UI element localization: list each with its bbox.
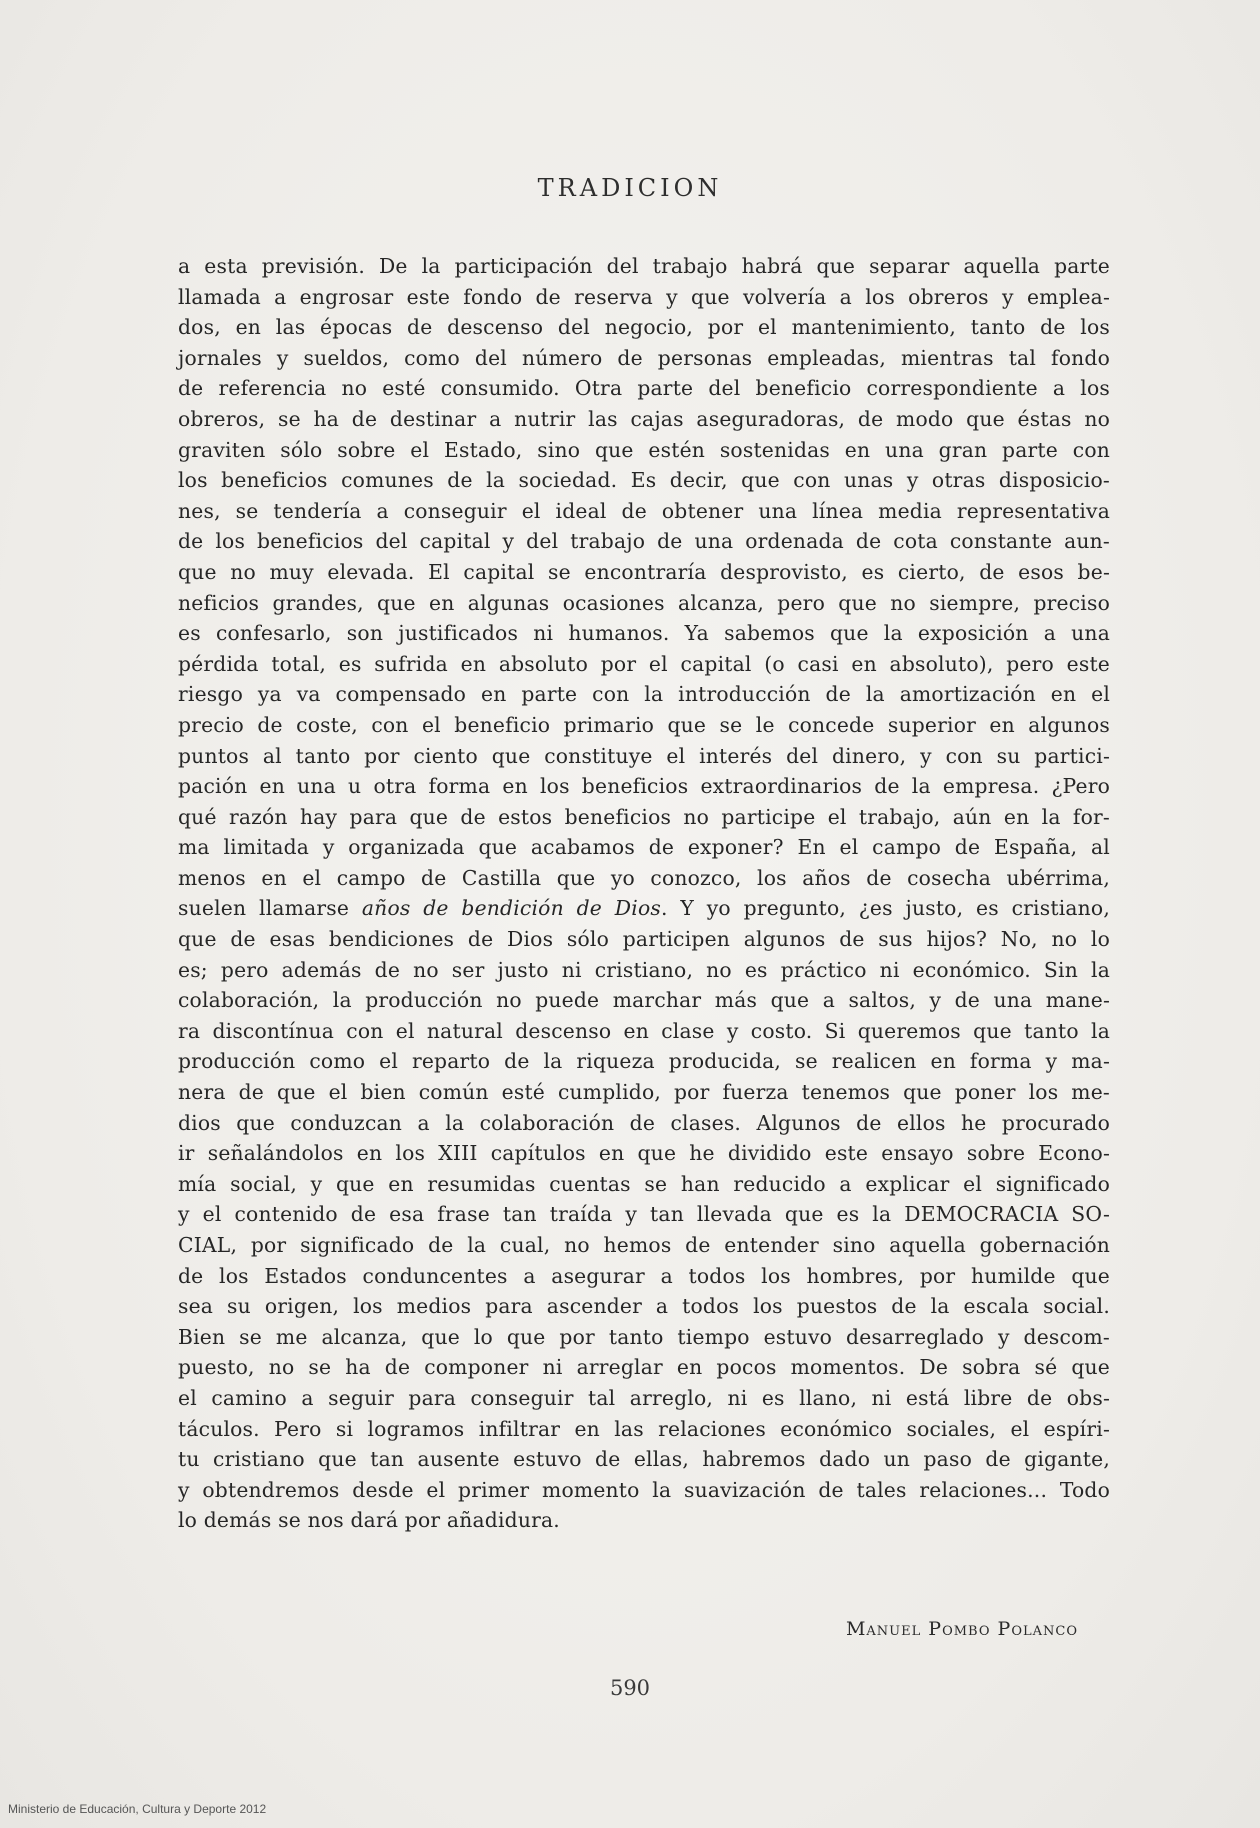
text-segment: ir señalándolos en los XIII capítulos en que he dividido este ensayo sobre Econo- <box>178 1141 1110 1166</box>
text-segment: nera de que el bien común esté cumplido, por fuerza tenemos que poner los me- <box>178 1080 1110 1105</box>
text-line <box>178 1291 1110 1322</box>
text-segment: a esta previsión. De la participación del trabajo habrá que separar aquella parte <box>178 254 1110 278</box>
text-segment: es; pero además de no ser justo ni cristiano, no es práctico ni económico. Sin la <box>178 957 1110 982</box>
text-line <box>178 741 1110 772</box>
text-segment: sea su origen, los medios para ascender a todos los puestos de la escala social. <box>178 1294 1110 1319</box>
text-line <box>178 435 1110 466</box>
text-line <box>178 771 1110 802</box>
text-line <box>178 312 1110 343</box>
text-segment: tu cristiano que tan ausente estuvo de ellas, habremos dado un paso de gigante, <box>178 1447 1110 1472</box>
text-line <box>178 588 1110 619</box>
text-line <box>178 955 1110 986</box>
text-segment: producción como el reparto de la riqueza producida, se realicen en forma y ma- <box>178 1049 1110 1074</box>
text-line <box>178 832 1110 863</box>
text-line <box>178 1475 1110 1506</box>
text-line <box>178 1414 1110 1445</box>
text-segment: es confesarlo, son justificados ni humanos. Ya sabemos que la exposición a una <box>178 621 1110 646</box>
text-line <box>178 404 1110 435</box>
page-number: 590 <box>609 1676 651 1700</box>
text-line <box>178 863 1110 894</box>
text-line <box>178 1016 1110 1047</box>
text-segment: jornales y sueldos, como del número de personas empleadas, mientras tal fondo <box>178 345 1110 370</box>
text-line <box>178 373 1110 404</box>
text-segment: suelen llamarse <box>178 896 362 921</box>
text-line <box>178 802 1110 833</box>
text-line <box>178 1444 1110 1475</box>
text-segment: que de esas bendiciones de Dios sólo participen algunos de sus hijos? No, no lo <box>178 927 1110 952</box>
text-line <box>178 924 1110 955</box>
text-segment: puntos al tanto por ciento que constituye el interés del dinero, y con su partici- <box>178 743 1110 768</box>
text-segment: . Y yo pregunto, ¿es justo, es cristiano, <box>660 896 1110 921</box>
text-line <box>178 1383 1110 1414</box>
text-segment: que no muy elevada. El capital se encontraría desprovisto, es cierto, de esos be- <box>178 559 1110 584</box>
text-segment: táculos. Pero si logramos infiltrar en las relaciones económico sociales, el espíri- <box>178 1416 1110 1441</box>
text-line <box>178 282 1110 313</box>
text-segment: neficios grandes, que en algunas ocasiones alcanza, pero que no siempre, preciso <box>178 590 1110 615</box>
text-segment: de referencia no esté consumido. Otra parte del beneficio correspondiente a los <box>178 376 1110 401</box>
text-segment: qué razón hay para que de estos beneficios no participe el trabajo, aún en la for- <box>178 804 1110 829</box>
text-segment: ra discontínua con el natural descenso en clase y costo. Si queremos que tanto la <box>178 1018 1110 1043</box>
text-line <box>178 618 1110 649</box>
text-line <box>178 465 1110 496</box>
text-segment: riesgo ya va compensado en parte con la introducción de la amortización en el <box>178 682 1110 707</box>
text-segment: colaboración, la producción no puede marchar más que a saltos, y de una mane- <box>178 988 1110 1013</box>
text-line <box>178 496 1110 527</box>
text-segment: dos, en las épocas de descenso del negocio, por el mantenimiento, tanto de los <box>178 315 1110 340</box>
author-signature: Manuel Pombo Polanco <box>845 1618 1078 1640</box>
text-line <box>178 557 1110 588</box>
text-segment: de los Estados conduncentes a asegurar a todos los hombres, por humilde que <box>178 1263 1110 1288</box>
text-segment: CIAL, por significado de la cual, no hemos de entender sino aquella gobernación <box>178 1233 1110 1257</box>
text-segment: ma limitada y organizada que acabamos de exponer? En el campo de España, al <box>178 835 1110 860</box>
italic-text: años de bendición de Dios <box>361 896 661 921</box>
page-header-title: TRADICION <box>537 174 723 202</box>
text-segment: mía social, y que en resumidas cuentas se han reducido a explicar el significado <box>178 1171 1110 1196</box>
text-line <box>178 1046 1110 1077</box>
text-line <box>178 1322 1110 1353</box>
text-line <box>178 343 1110 374</box>
footer-credit: Ministerio de Educación, Cultura y Deporte 2012 <box>8 1802 267 1816</box>
text-line <box>178 679 1110 710</box>
text-segment: obreros, se ha de destinar a nutrir las cajas aseguradoras, de modo que éstas no <box>178 406 1110 431</box>
text-line <box>178 1230 1110 1261</box>
text-segment: Bien se me alcanza, que lo que por tanto tiempo estuvo desarreglado y descom- <box>178 1324 1110 1349</box>
text-segment: precio de coste, con el beneficio primario que se le concede superior en algunos <box>178 712 1110 737</box>
text-line <box>178 985 1110 1016</box>
text-segment: pérdida total, es sufrida en absoluto por el capital (o casi en absoluto), pero este <box>178 651 1110 676</box>
text-line <box>178 1199 1110 1230</box>
text-segment: menos en el campo de Castilla que yo conozco, los años de cosecha ubérrima, <box>178 865 1110 890</box>
text-line <box>178 1261 1110 1292</box>
text-line <box>178 893 1110 924</box>
text-line <box>178 526 1110 557</box>
text-line <box>178 1138 1110 1169</box>
text-segment: dios que conduzcan a la colaboración de clases. Algunos de ellos he procurado <box>178 1110 1110 1135</box>
text-line <box>178 251 1110 282</box>
text-line <box>178 1077 1110 1108</box>
text-segment: graviten sólo sobre el Estado, sino que estén sostenidas en una gran parte con <box>178 437 1110 462</box>
text-segment: los beneficios comunes de la sociedad. Es decir, que con unas y otras disposicio- <box>178 468 1110 493</box>
text-segment: lo demás se nos dará por añadidura. <box>178 1508 560 1533</box>
text-segment: puesto, no se ha de componer ni arreglar en pocos momentos. De sobra sé que <box>178 1355 1110 1380</box>
text-segment: nes, se tendería a conseguir el ideal de obtener una línea media representativa <box>178 498 1110 523</box>
text-line <box>178 1505 1110 1536</box>
text-segment: y el contenido de esa frase tan traída y tan llevada que es la DEMOCRACIA SO- <box>178 1202 1110 1227</box>
body-text <box>178 251 1110 1536</box>
text-segment: de los beneficios del capital y del trabajo de una ordenada de cota constante aun- <box>178 529 1110 554</box>
text-segment: llamada a engrosar este fondo de reserva y que volvería a los obreros y emplea- <box>178 284 1110 309</box>
text-line <box>178 1352 1110 1383</box>
text-line <box>178 710 1110 741</box>
text-line <box>178 1108 1110 1139</box>
text-segment: pación en una u otra forma en los beneficios extraordinarios de la empresa. ¿Pero <box>178 774 1110 799</box>
text-segment: el camino a seguir para conseguir tal arreglo, ni es llano, ni está libre de obs- <box>178 1385 1110 1410</box>
text-line <box>178 1169 1110 1200</box>
text-segment: y obtendremos desde el primer momento la suavización de tales relaciones... Todo <box>178 1477 1110 1502</box>
text-line <box>178 649 1110 680</box>
